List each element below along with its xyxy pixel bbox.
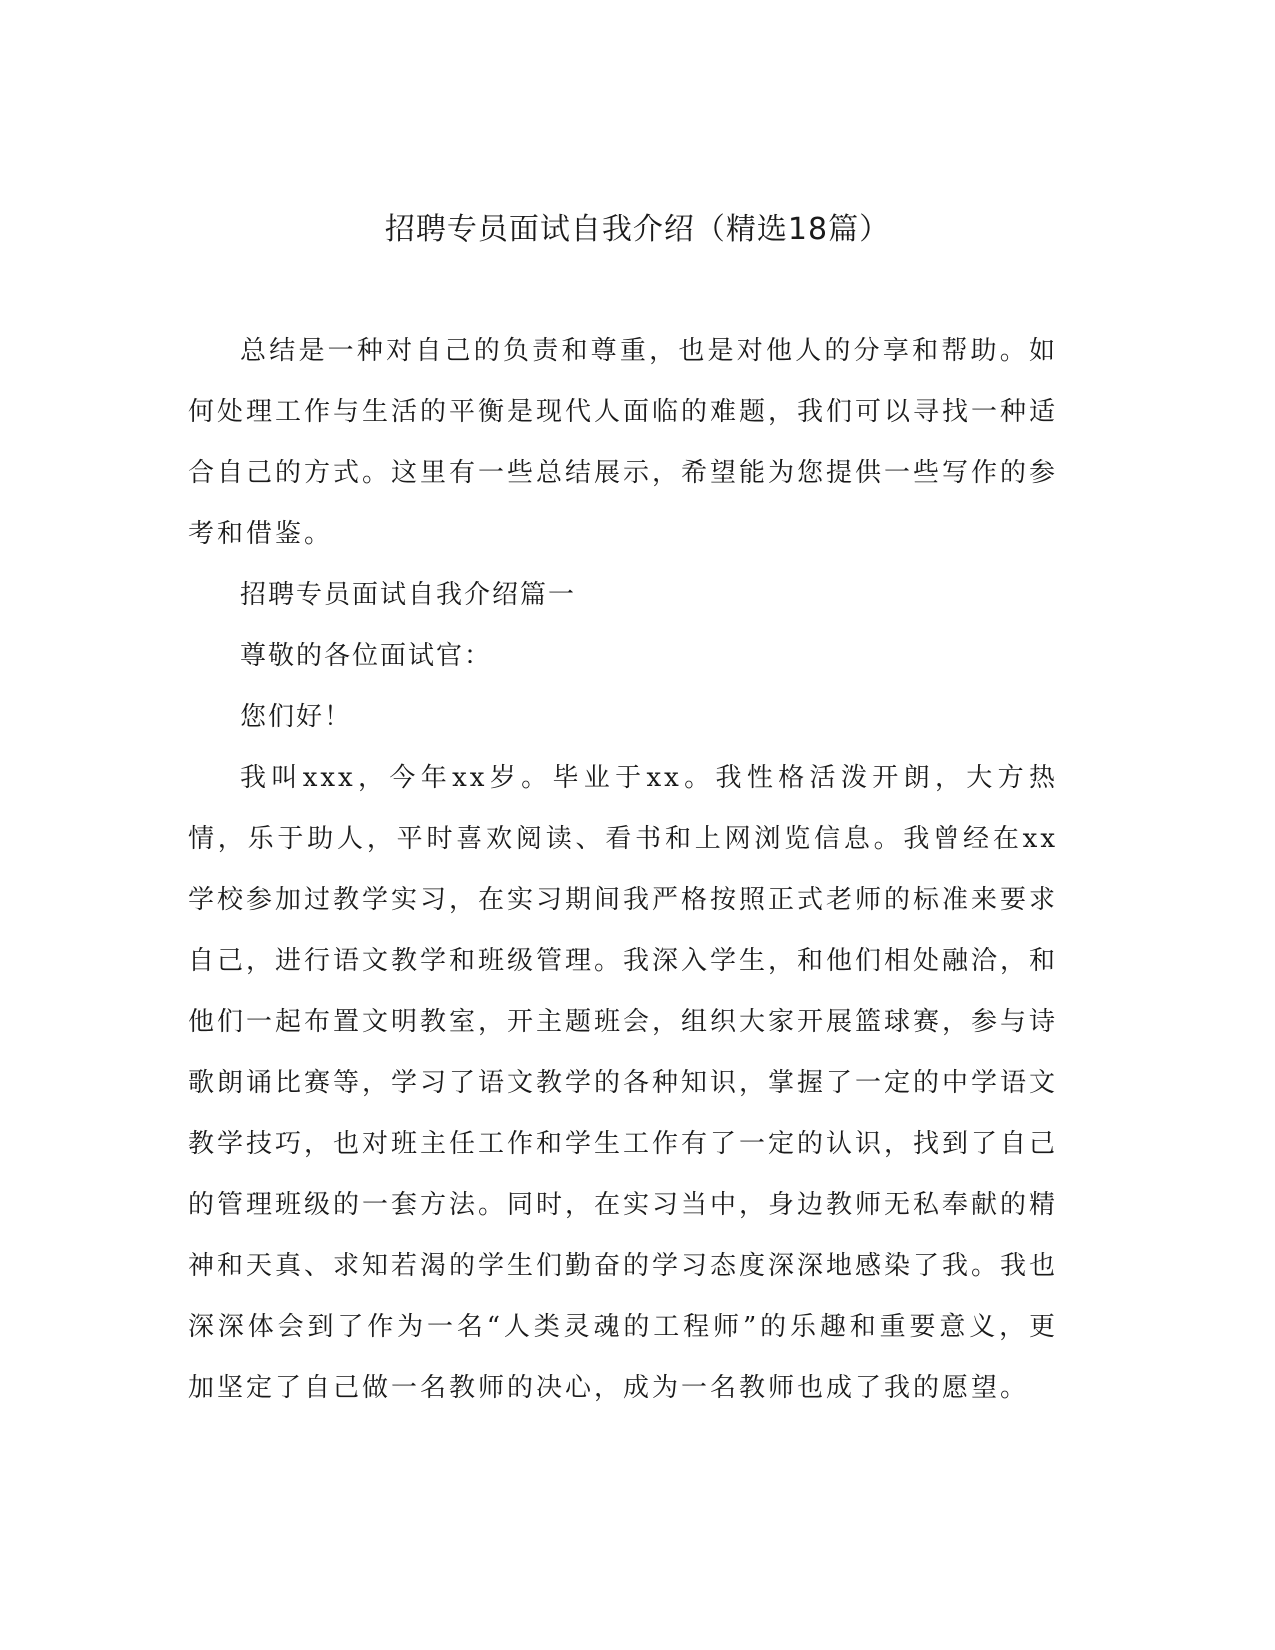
intro-paragraph: 总结是一种对自己的负责和尊重，也是对他人的分享和帮助。如何处理工作与生活的平衡是现代人面临的难题，我们可以寻找一种适合自己的方式。这里有一些总结展示，希望能为您提供一些写作的参考和借鉴。: [188, 336, 1059, 549]
section-heading: 招聘专员面试自我介绍篇一: [240, 580, 577, 610]
body-paragraph: 我叫xxx，今年xx岁。毕业于xx。我性格活泼开朗，大方热情，乐于助人，平时喜欢阅读、看书和上网浏览信息。我曾经在xx学校参加过教学实习，在实习期间我严格按照正式老师的标准来要求自己，进行语文教学和班级管理。我深入学生，和他们相处融洽，和他们一起布置文明教室，开主题班会，组织大家开展篮球赛，参与诗歌朗诵比赛等，学习了语文教学的各种知识，掌握了一定的中学语文教学技巧，也对班主任工作和学生工作有了一定的认识，找到了自己的管理班级的一套方法。同时，在实习当中，身边教师无私奉献的精神和天真、求知若渴的学生们勤奋的学习态度深深地感染了我。我也深深体会到了作为一名“人类灵魂的工程师”的乐趣和重要意义，更加坚定了自己做一名教师的决心，成为一名教师也成了我的愿望。: [188, 763, 1059, 1403]
salutation: 尊敬的各位面试官：: [240, 641, 493, 671]
greeting: 您们好！: [240, 702, 353, 732]
document-body: [188, 321, 1058, 1419]
document-title: 招聘专员面试自我介绍（精选18篇）: [384, 212, 891, 247]
